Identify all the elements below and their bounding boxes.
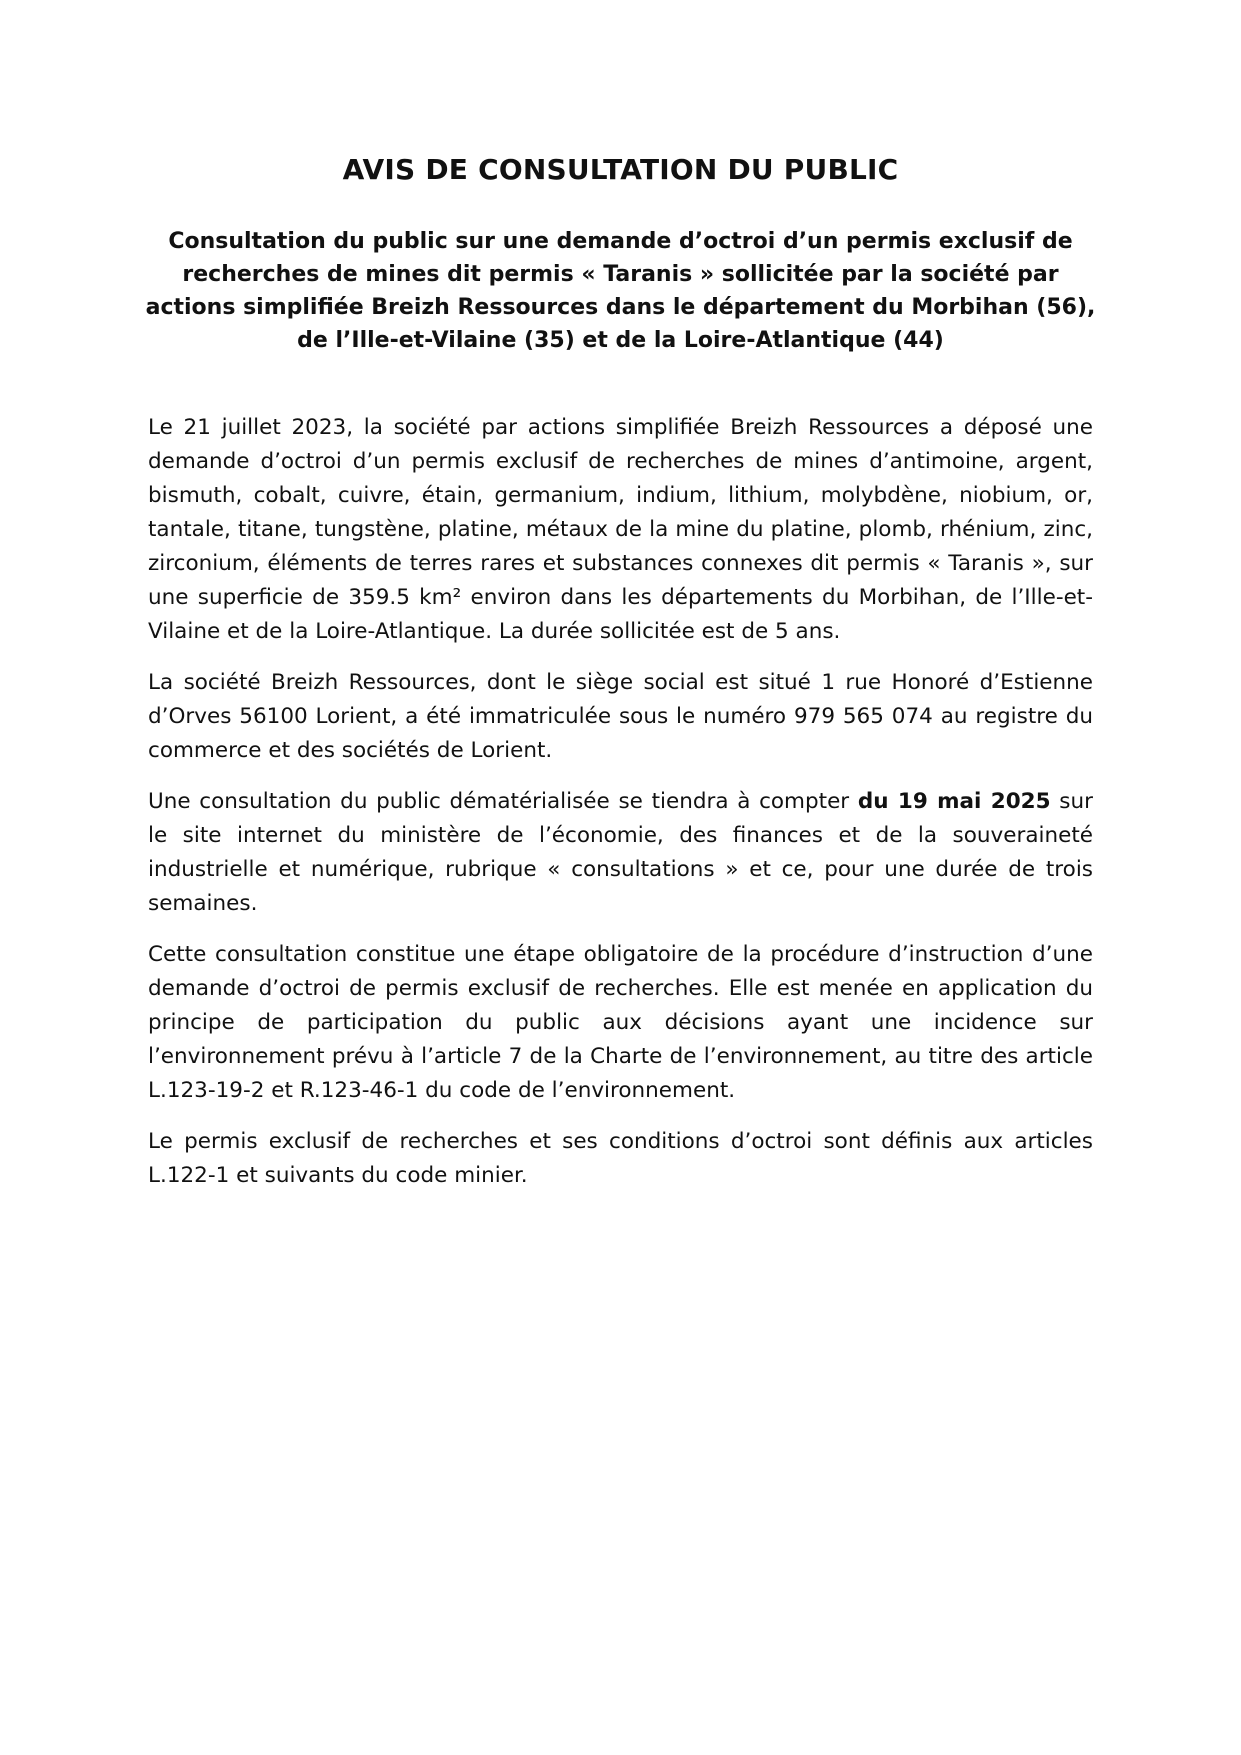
paragraph-application: Le 21 juillet 2023, la société par actions simplifiée Breizh Ressources a déposé une demande d’octroi d’un permis exclusif de recherches de mines d’antimoine, argent, bismuth, cobalt, cuivre, étain, germanium, indium, lithium, molybdène, niobium, or, tantale, titane, tungstène, platine, métaux de la mine du platine, plomb, rhénium, zinc, zirconium, éléments de terres rares et substances connexes dit permis « Taranis », sur une superficie de 359.5 km² environ dans les départements du Morbihan, de l’Ille-et-Vilaine et de la Loire-Atlantique. La durée sollicitée est de 5 ans. — [148, 415, 1093, 644]
document-title: AVIS DE CONSULTATION DU PUBLIC — [342, 153, 899, 186]
document-body — [148, 411, 1093, 1210]
paragraph-consultation-rest: sur le site internet du ministère de l’économie, des finances et de la souveraineté industrielle et numérique, rubrique « consultations » et ce, pour une durée de trois semaines. — [148, 789, 1093, 916]
paragraph-legal-basis: Le permis exclusif de recherches et ses conditions d’octroi sont définis aux articles L.122-1 et suivants du code minier. — [148, 1129, 1093, 1188]
paragraph-procedure: Cette consultation constitue une étape obligatoire de la procédure d’instruction d’une demande d’octroi de permis exclusif de recherches. Elle est menée en application du principe de participation du public aux décisions ayant une incidence sur l’environnement prévu à l’article 7 de la Charte de l’environnement, au titre des article L.123-19-2 et R.123-46-1 du code de l’environnement. — [148, 942, 1093, 1103]
paragraph-consultation — [148, 785, 1093, 921]
document-subtitle: Consultation du public sur une demande d’octroi d’un permis exclusif de recherches de mines dit permis « Taranis » sollicitée par la société par actions simplifiée Breizh Ressources dans le département du Morbihan (56), de l’Ille-et-Vilaine (35) et de la Loire-Atlantique (44) — [145, 229, 1096, 353]
paragraph-company: La société Breizh Ressources, dont le siège social est situé 1 rue Honoré d’Estienne d’Orves 56100 Lorient, a été immatriculée sous le numéro 979 565 074 au registre du commerce et des sociétés de Lorient. — [148, 670, 1093, 763]
paragraph-consultation-intro: Une consultation du public dématérialisée se tiendra à compter — [148, 789, 858, 814]
consultation-date: du 19 mai 2025 — [857, 789, 1051, 814]
